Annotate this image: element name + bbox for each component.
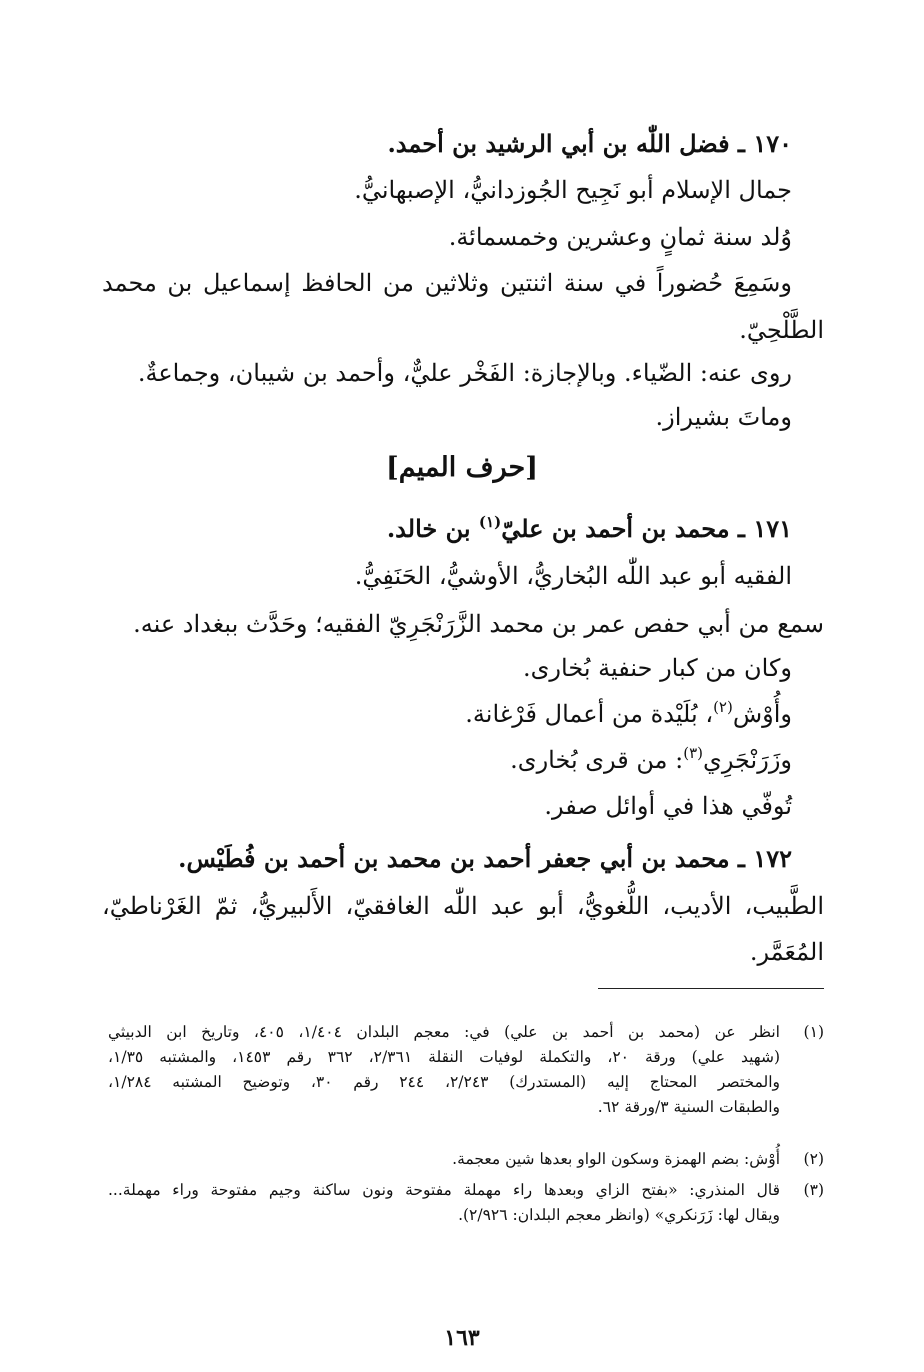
page-number: ١٦٣ bbox=[444, 1325, 480, 1351]
entry-170-line: وسَمِعَ حُضوراً في سنة اثنتين وثلاثين من الحافظ إسماعيل بن محمد bbox=[102, 269, 792, 297]
section-heading: [حرف الميم] bbox=[386, 452, 538, 483]
entry-170-line: وماتَ بشيراز. bbox=[655, 403, 792, 431]
entry-171-title-text: ١٧١ ـ محمد بن أحمد بن عليّ bbox=[501, 514, 792, 543]
footnote-ref-2: (٢) bbox=[713, 698, 733, 716]
footnote-separator bbox=[598, 988, 824, 989]
footnote-3 bbox=[108, 1178, 824, 1228]
place-name: وأُوْش bbox=[732, 700, 792, 728]
place-description: : من قرى بُخارى. bbox=[510, 746, 684, 774]
entry-170-line: الطَّلْحِيّ. bbox=[739, 316, 824, 344]
footnote-1 bbox=[108, 1020, 824, 1120]
footnote-number: (٣) bbox=[803, 1181, 824, 1199]
footnote-number: (١) bbox=[803, 1023, 824, 1041]
entry-171-line: الفقيه أبو عبد اللّٰه البُخاريُّ، الأوشيُّ، الحَنَفِيُّ. bbox=[354, 562, 792, 590]
entry-171-title-tail: بن خالد. bbox=[386, 514, 479, 543]
entry-172-title: ١٧٢ ـ محمد بن أبي جعفر أحمد بن محمد بن أحمد بن فُطَيْس. bbox=[178, 844, 792, 873]
footnote-line: ويقال لها: زَرَنكري» (وانظر معجم البلدان: ٢/٩٢٦). bbox=[458, 1206, 780, 1224]
entry-171-line: سمع من أبي حفص عمر بن محمد الزَّرَنْجَرِيّ الفقيه؛ وحَدَّث ببغداد عنه. bbox=[133, 610, 824, 638]
place-name: وزَرَنْجَرِي bbox=[703, 746, 792, 774]
entry-171-line: وكان من كبار حنفية بُخارى. bbox=[523, 654, 792, 682]
entry-172-line: الطَّبيب، الأديب، اللُّغويُّ، أبو عبد اللّٰه الغافقيّ، الأَلبيريُّ، ثمّ الغَرْناطيّ، bbox=[102, 892, 825, 920]
entry-170-line: روى عنه: الضّياء. وبالإجازة: الفَخْر عليٌّ، وأحمد بن شيبان، وجماعةٌ. bbox=[137, 359, 792, 387]
entry-172-line: المُعَمَّر. bbox=[749, 938, 824, 966]
footnote-number: (٢) bbox=[803, 1150, 824, 1168]
footnote-line: (شهيد علي) ورقة ٢٠، والتكملة لوفيات النقلة ٢/٣٦١، ٣٦٢ رقم ١٤٥٣، والمشتبه ١/٣٥، bbox=[108, 1048, 780, 1066]
footnote-line: انظر عن (محمد بن أحمد بن علي) في: معجم البلدان ١/٤٠٤، ٤٠٥، وتاريخ ابن الدبيثي bbox=[108, 1023, 780, 1041]
place-description: ، بُلَيْدة من أعمال فَرْغانة. bbox=[465, 700, 714, 728]
footnote-line: قال المنذري: «بفتح الزاي وبعدها راء مهملة مفتوحة ونون ساكنة وجيم مفتوحة وراء مهملة... bbox=[108, 1181, 780, 1199]
entry-171-line bbox=[465, 697, 792, 731]
entry-171-line bbox=[510, 743, 792, 777]
footnote-line: والطبقات السنية ٣/ورقة ٦٢. bbox=[597, 1098, 780, 1116]
entry-170-line: جمال الإسلام أبو نَجِيح الجُوزدانيُّ، الإصبهانيُّ. bbox=[354, 176, 792, 204]
footnote-line: والمختصر المحتاج إليه (المستدرك) ٢/٢٤٣، ٢٤٤ رقم ٣٠، وتوضيح المشتبه ١/٢٨٤، bbox=[108, 1073, 780, 1091]
footnote-ref-3: (٣) bbox=[683, 744, 704, 762]
footnote-2 bbox=[108, 1147, 824, 1172]
entry-171-line: تُوفّي هذا في أوائل صفر. bbox=[544, 792, 792, 820]
entry-171-title bbox=[387, 512, 792, 546]
footnote-line: أُوْش: بضم الهمزة وسكون الواو بعدها شين معجمة. bbox=[452, 1150, 780, 1168]
entry-170-line: وُلد سنة ثمانٍ وعشرين وخمسمائة. bbox=[448, 223, 792, 251]
entry-170-title: ١٧٠ ـ فضل اللّٰه بن أبي الرشيد بن أحمد. bbox=[387, 129, 792, 158]
footnote-ref-1: (١) bbox=[478, 513, 502, 531]
